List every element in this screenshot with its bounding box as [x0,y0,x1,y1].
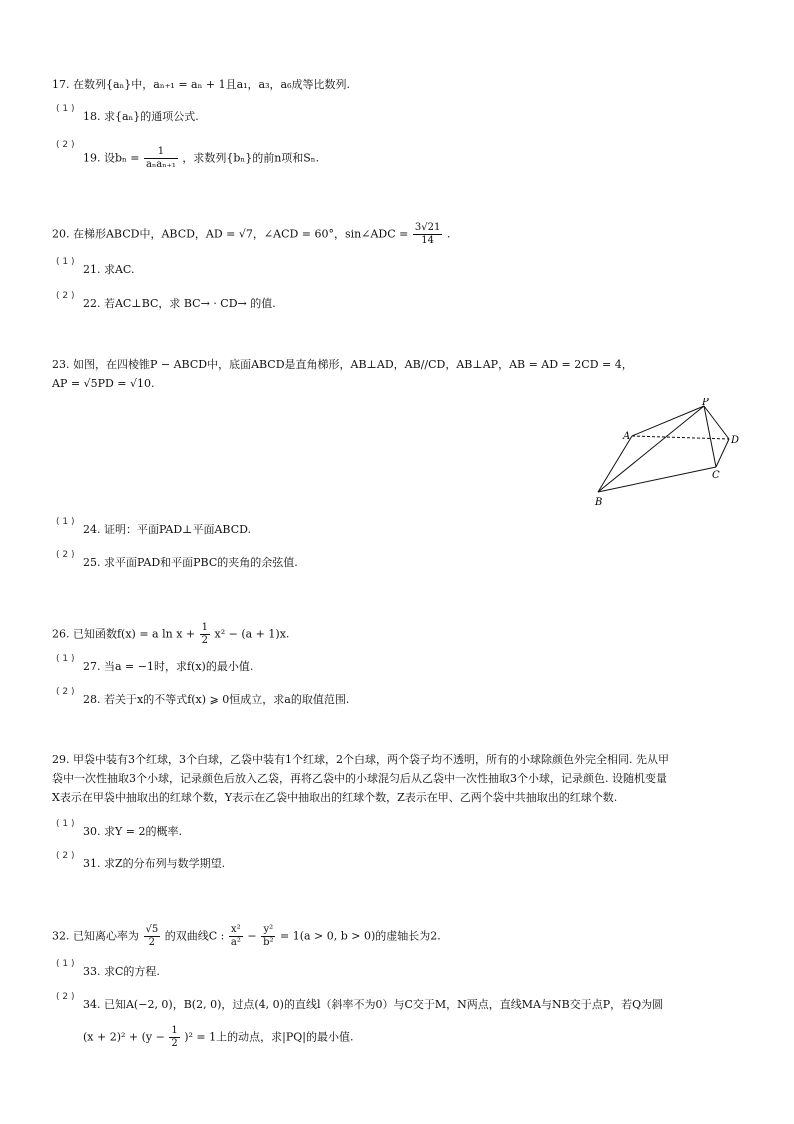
fraction-num: √5 [145,924,159,935]
edge-AD [632,436,729,439]
text-mid: 的双曲线C : [164,929,225,943]
sub-text: 21. 求AC. [83,263,135,276]
sub-text: 31. 求Z的分布列与数学期望. [83,857,226,870]
minus-sign: − [247,929,257,943]
fraction [200,622,210,647]
text-post: )² = 1上的动点，求|PQ|的最小值. [184,1030,354,1044]
problem-29-line-1: 29. 甲袋中装有3个红球，3个白球，乙袋中装有1个红球，2个白球，两个袋子均不透明，所有的小球除颜色外完全相同. 先从甲 [52,753,669,766]
edge-PA [632,406,704,436]
fraction-den: aₙaₙ₊₁ [146,159,176,170]
fraction-num: 1 [201,622,209,633]
sub-mark: ( 2 ) [56,992,75,1002]
fraction-num: y² [261,924,275,937]
sub-mark: ( 2 ) [56,291,75,301]
sub-mark: ( 1 ) [56,257,75,267]
problem-26-stem [52,622,289,647]
sub-mark: ( 1 ) [56,104,75,114]
pyramid-figure [592,398,742,508]
fraction-den: b² [263,937,274,948]
fraction-den: a² [230,937,241,948]
sub-text: 22. 若AC⊥BC，求 BC→ · CD→ 的值. [83,297,276,310]
fraction-num: x² [229,924,243,937]
label-B: B [595,497,603,508]
problem-23-stem-line-2: AP = √5PD = √10. [52,377,155,390]
fraction [144,146,178,171]
fraction [169,1025,179,1050]
fraction-den: 2 [201,635,209,646]
edge-AB [598,436,632,492]
edge-PC [704,406,716,467]
fraction-num: 1 [144,146,178,159]
edge-PB [598,406,704,492]
text-pre: 32. 已知离心率为 [52,929,139,943]
text-post: x² − (a + 1)x. [214,627,290,641]
sub-text: 24. 证明：平面PAD⊥平面ABCD. [83,523,252,536]
edge-BC [598,467,716,492]
sub-text: 27. 当a = −1时，求f(x)的最小值. [83,660,254,673]
text-pre: (x + 2)² + (y − [83,1030,165,1044]
sub-text: 25. 求平面PAD和平面PBC的夹角的余弦值. [83,556,298,569]
sub-text: 33. 求C的方程. [83,965,160,978]
sub-text-line-2 [83,1025,353,1050]
fraction-num: 1 [171,1025,178,1036]
problem-17-stem: 17. 在数列{aₙ}中，aₙ₊₁ = aₙ + 1且a₁，a₃，a₆成等比数列. [52,78,350,91]
problem-29-line-3: X表示在甲袋中抽取出的红球个数，Y表示在乙袋中抽取出的红球个数，Z表示在甲、乙两个袋中共抽取出的红球个数. [52,791,618,804]
fraction-den: 2 [148,937,156,948]
text-pre: 20. 在梯形ABCD中，ABCD，AD = √7，∠ACD = 60°，sin∠ADC = [52,227,409,241]
sub-text: 18. 求{aₙ}的通项公式. [83,110,199,123]
sub-mark: ( 2 ) [56,687,75,697]
label-P: P [702,398,709,408]
problem-23-stem-line-1: 23. 如图，在四棱锥P − ABCD中，底面ABCD是直角梯形，AB⊥AD，AB//CD，AB⊥AP，AB = AD = 2CD = 4， [52,358,633,371]
text-post: ，求数列{bₙ}的前n项和Sₙ. [182,151,320,165]
fraction [413,222,442,247]
sub-mark: ( 1 ) [56,517,75,527]
sub-text [83,146,319,171]
sub-text: 28. 若关于x的不等式f(x) ⩾ 0恒成立，求a的取值范围. [83,693,350,706]
text-pre: 26. 已知函数f(x) = a ln x + [52,627,196,641]
sub-mark: ( 1 ) [56,959,75,969]
sub-mark: ( 1 ) [56,819,75,829]
sub-mark: ( 2 ) [56,550,75,560]
problem-20-stem [52,222,450,247]
fraction-den: 2 [171,1038,178,1049]
text-post: . [446,227,451,241]
fraction-num: 3√21 [414,222,441,233]
sub-text-line-1: 34. 已知A(−2, 0)，B(2, 0)，过点(4, 0)的直线l（斜率不为0）与C交于M，N两点，直线MA与NB交于点P，若Q为圆 [83,998,664,1011]
edge-CD [716,439,729,467]
sub-mark: ( 2 ) [56,140,75,150]
sub-text: 30. 求Y = 2的概率. [83,825,182,838]
fraction-y [261,924,275,949]
sub-mark: ( 2 ) [56,851,75,861]
text-post: = 1(a > 0, b > 0)的虚轴长为2. [279,929,441,943]
sub-mark: ( 1 ) [56,654,75,664]
label-D: D [731,435,740,446]
fraction-den: 14 [421,235,434,246]
text-pre: 19. 设bₙ = [83,151,140,165]
label-A: A [623,431,631,442]
label-C: C [712,470,720,481]
problem-32-stem [52,924,441,949]
fraction-x [229,924,243,949]
problem-29-line-2: 袋中一次性抽取3个小球，记录颜色后放入乙袋，再将乙袋中的小球混匀后从乙袋中一次性抽取3个小球，记录颜色. 设随机变量 [52,772,667,785]
fraction-eccentricity [144,924,161,949]
